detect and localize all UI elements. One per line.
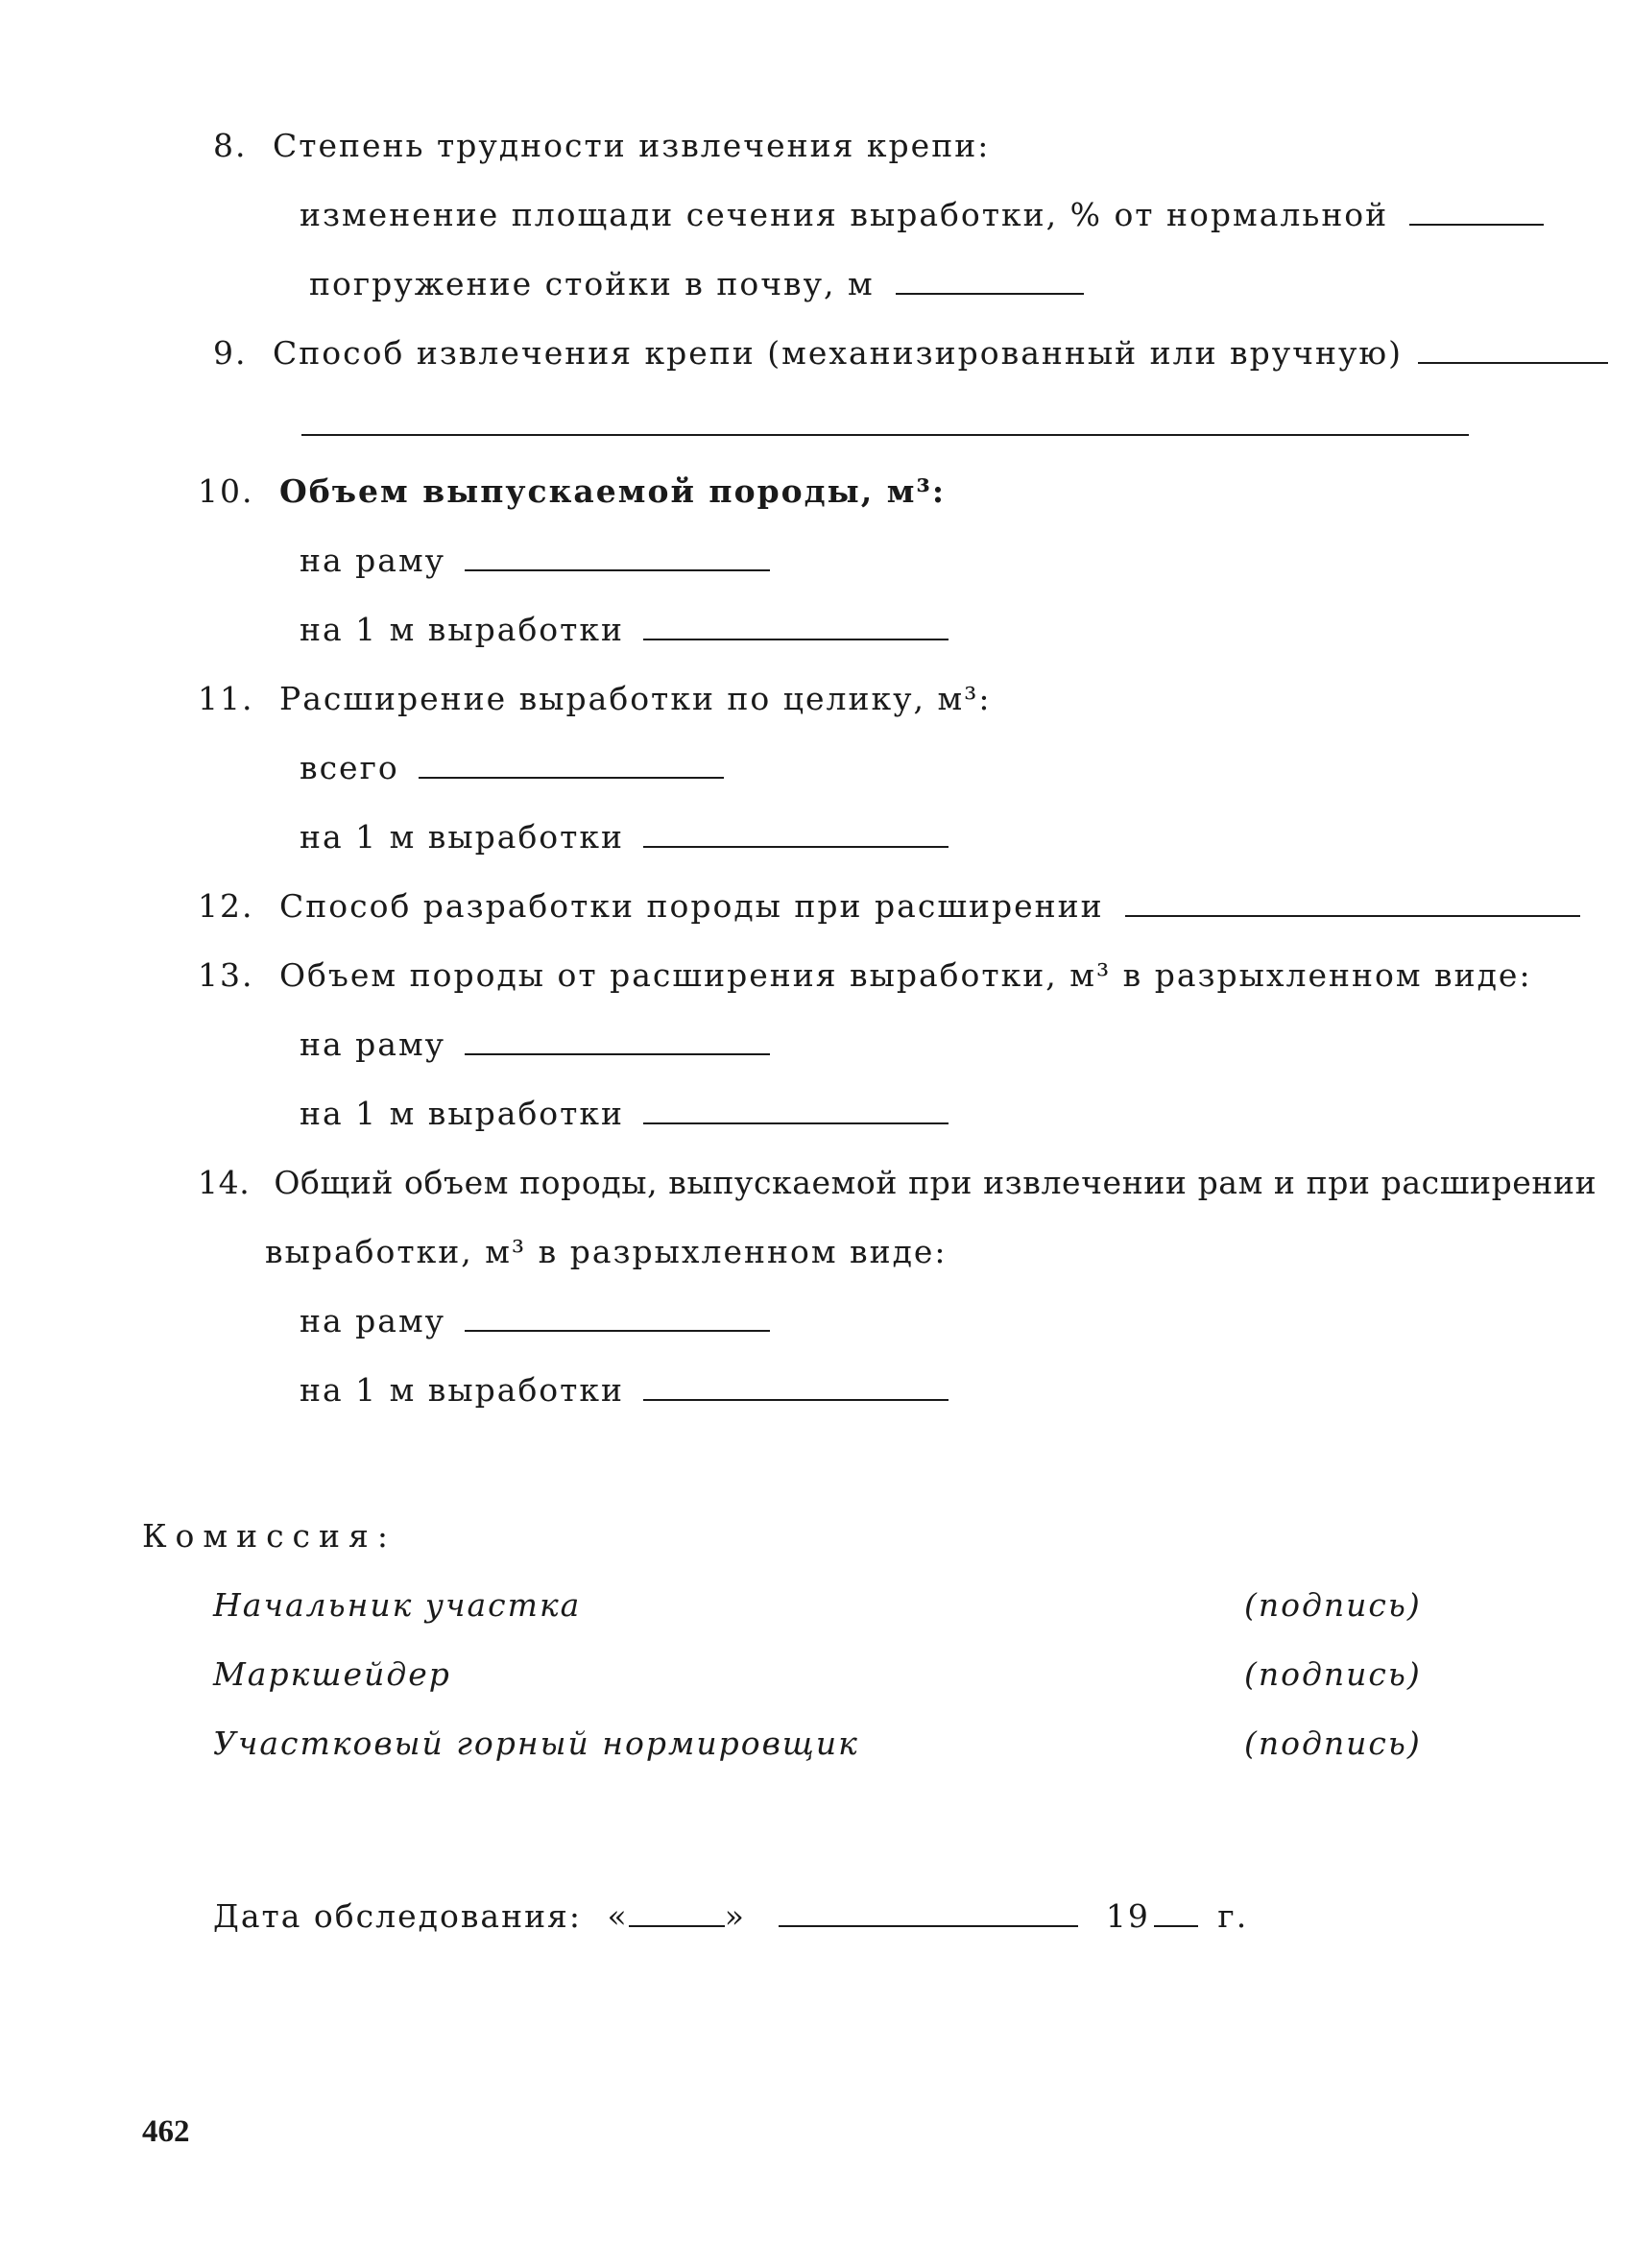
item-11-sub-total: [300, 749, 724, 787]
item-text: Общий объем породы, выпускаемой при извлечении рам и при расширении: [274, 1164, 1597, 1201]
item-number: 10.: [198, 472, 254, 510]
item-text: Объем породы от расширения выработки, м³ в разрыхленном виде:: [278, 956, 1532, 994]
item-number: 11.: [198, 680, 254, 717]
date-label: Дата обследования:: [213, 1897, 582, 1935]
item-11-sub-meter: [300, 818, 949, 857]
item-8-sub-area: [300, 196, 1544, 234]
item-text: Расширение выработки по целику, м³:: [278, 680, 992, 717]
sub-label: на 1 м выработки: [300, 818, 625, 856]
page-number: 462: [142, 2114, 190, 2149]
fill-in-line[interactable]: [896, 268, 1084, 295]
item-13-sub-frame: [300, 1025, 770, 1064]
fill-in-line[interactable]: [643, 821, 949, 848]
commission-member-role: Участковый горный нормировщик: [213, 1725, 859, 1762]
item-text: Способ извлечения крепи (механизированный или вручную): [273, 334, 1404, 372]
fill-in-line-continuation[interactable]: [301, 434, 1469, 436]
survey-date: [213, 1897, 1248, 1936]
item-13: [198, 956, 1532, 995]
item-14-sub-meter: [300, 1371, 949, 1410]
commission-member-role: Начальник участка: [213, 1586, 582, 1624]
item-number: 12.: [198, 887, 254, 925]
day-field[interactable]: [629, 1900, 725, 1927]
fill-in-line[interactable]: [643, 1374, 949, 1401]
close-quote: »: [724, 1897, 746, 1935]
fill-in-line[interactable]: [1125, 890, 1580, 917]
item-number: 9.: [213, 334, 248, 372]
fill-in-line[interactable]: [1418, 337, 1608, 364]
signature-placeholder: (подпись): [1244, 1586, 1422, 1624]
item-14-continuation: [265, 1233, 948, 1271]
item-text: Объем выпускаемой породы, м³:: [278, 472, 947, 510]
sub-label: на раму: [300, 1302, 446, 1339]
item-text-continued: выработки, м³ в разрыхленном виде:: [265, 1233, 948, 1270]
sub-label: на 1 м выработки: [300, 611, 625, 648]
item-8: [213, 127, 990, 165]
fill-in-line[interactable]: [465, 1305, 770, 1332]
sub-label: на 1 м выработки: [300, 1371, 625, 1409]
item-9: [213, 334, 1608, 373]
signature-placeholder: (подпись): [1244, 1725, 1422, 1762]
item-13-sub-meter: [300, 1095, 949, 1133]
item-10-sub-meter: [300, 611, 949, 649]
item-number: 8.: [213, 127, 248, 164]
sub-label: изменение площади сечения выработки, % от нормальной: [300, 196, 1389, 233]
item-14-sub-frame: [300, 1302, 770, 1340]
year-prefix: 19: [1105, 1897, 1150, 1935]
fill-in-line[interactable]: [465, 1028, 770, 1055]
item-10: [198, 472, 946, 511]
item-10-sub-frame: [300, 542, 770, 580]
item-11: [198, 680, 992, 718]
sub-label: на раму: [300, 1025, 446, 1063]
signature-placeholder: (подпись): [1244, 1655, 1422, 1693]
item-12: [198, 887, 1580, 926]
item-number: 14.: [198, 1164, 251, 1201]
commission-member-role: Маркшейдер: [213, 1655, 451, 1693]
month-field[interactable]: [779, 1900, 1078, 1927]
fill-in-line[interactable]: [419, 752, 724, 779]
sub-label: всего: [300, 749, 399, 786]
item-text: Степень трудности извлечения крепи:: [273, 127, 991, 164]
year-suffix: г.: [1217, 1897, 1249, 1935]
open-quote: «: [607, 1897, 629, 1935]
year-field[interactable]: [1154, 1900, 1198, 1927]
item-number: 13.: [198, 956, 254, 994]
item-14: [198, 1164, 1597, 1202]
commission-title: Комиссия:: [142, 1517, 396, 1555]
sub-label: на раму: [300, 542, 446, 579]
sub-label: погружение стойки в почву, м: [309, 265, 875, 302]
item-8-sub-depth: [309, 265, 1084, 303]
item-text: Способ разработки породы при расширении: [278, 887, 1104, 925]
fill-in-line[interactable]: [643, 614, 949, 640]
fill-in-line[interactable]: [465, 544, 770, 571]
fill-in-line[interactable]: [643, 1098, 949, 1124]
sub-label: на 1 м выработки: [300, 1095, 625, 1132]
fill-in-line[interactable]: [1409, 199, 1544, 226]
